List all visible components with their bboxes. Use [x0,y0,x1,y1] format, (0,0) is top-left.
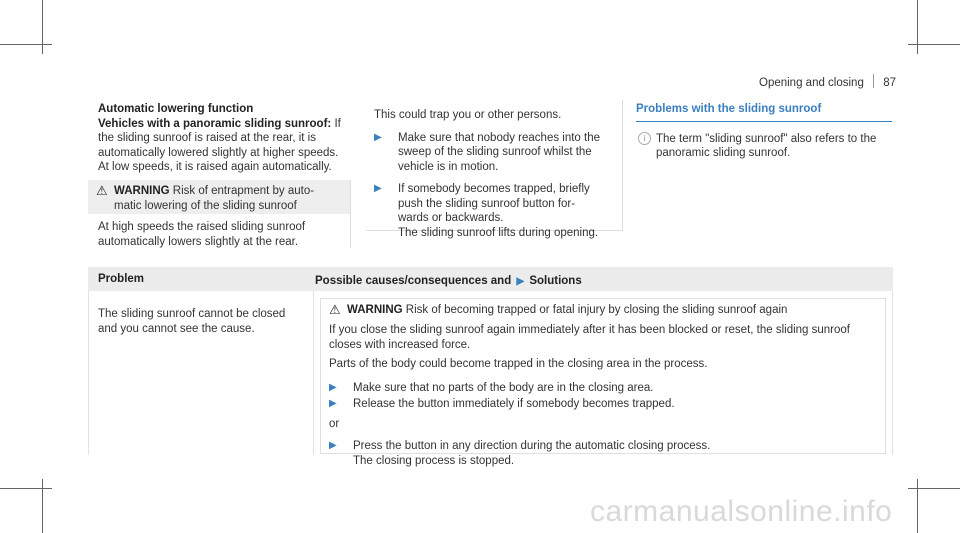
step-text: Release the button immediately if somebody becomes trapped. [353,398,675,410]
solution-warning-box [320,298,886,467]
watermark: carmanualsonline.info [590,495,893,528]
crop-mark [917,479,918,533]
step-text: If somebody becomes trapped, briefly [398,183,590,195]
step-text: push the sliding sunroof button for- [398,197,576,210]
table-border [892,291,893,455]
warning-text: Parts of the body could become trapped in the closing area in the process. [329,358,708,370]
step-arrow-icon: ▶ [329,398,337,409]
crop-mark [42,479,43,533]
step-text: Press the button in any direction during the automatic closing process. [353,440,711,452]
warning-body [88,214,350,249]
page-number: 87 [883,77,897,89]
vehicle-condition: Vehicles with a panoramic sliding sunroof: [98,117,332,130]
step-text: Make sure that no parts of the body are in the closing area. [353,381,654,394]
warning-header [88,180,350,214]
paragraph-tail: If [331,117,341,130]
problem-cell [98,307,285,336]
warning-text: closes with increased force. [329,338,471,351]
warning-header [329,303,787,318]
step-text: Make sure that nobody reaches into the [398,131,601,144]
warning-title: matic lowering of the sliding sunroof [114,199,297,212]
paragraph-line: At low speeds, it is raised again automatically. [98,161,332,173]
warning-label: WARNING [114,185,170,197]
table-divider [313,291,314,455]
section-heading: Problems with the sliding sunroof [636,102,892,122]
step-text: The sliding sunroof lifts during opening. [398,226,599,239]
note-text: The term "sliding sunroof" also refers to the [656,132,877,145]
warning-text: automatically lowers slightly at the rear. [98,235,299,248]
step-arrow-icon: ▶ [516,276,525,287]
step-text: vehicle is in motion. [398,160,499,173]
warning-text: If you close the sliding sunroof again immediately after it has been blocked or reset, the sliding sunroof [329,324,850,336]
warning-body [329,323,850,468]
header-divider [873,74,874,88]
crop-mark [42,0,43,54]
page-header [759,74,896,91]
intro-text: This could trap you or other persons. [374,109,562,121]
warning-box [88,180,351,248]
step-item [374,131,622,175]
or-text: or [329,417,340,430]
table-border [88,291,89,455]
warning-title: Risk of becoming trapped or fatal injury by closing the sliding sunroof again [402,304,788,316]
step-text: The closing process is stopped. [353,454,515,467]
step-arrow-icon: ▶ [374,131,382,143]
paragraph-line: the sliding sunroof is raised at the rear, it is [98,132,316,144]
problem-text: and you cannot see the cause. [98,322,255,335]
column-1 [98,102,353,175]
step-arrow-icon: ▶ [329,440,337,451]
crop-mark [908,488,960,489]
warning-title: Risk of entrapment by auto- [169,185,315,197]
crop-mark [0,488,52,489]
column-header-solutions [315,274,582,290]
step-item [374,182,622,240]
note [636,132,892,161]
info-icon: i [638,132,651,145]
section-title: Opening and closing [759,77,864,89]
column-header-text: Solutions [529,275,582,287]
warning-continuation [366,100,623,239]
column-header-text: Possible causes/consequences and [315,275,512,287]
step-item [329,381,850,396]
paragraph-line: automatically lowered slightly at higher speeds. [98,146,339,159]
table-header [88,267,893,291]
step-item [329,439,850,468]
crop-mark [0,44,52,45]
warning-triangle-icon: ⚠ [96,183,108,198]
section-heading: Automatic lowering function [98,103,254,115]
warning-triangle-icon: ⚠ [329,302,341,317]
step-arrow-icon: ▶ [329,381,337,393]
step-item [329,397,850,412]
step-text: wards or backwards. [398,212,504,224]
column-header-problem: Problem [98,273,145,285]
crop-mark [917,0,918,54]
crop-mark [908,44,960,45]
note-text: panoramic sliding sunroof. [656,147,791,159]
column-3 [636,102,892,161]
problem-text: The sliding sunroof cannot be closed [98,308,286,320]
step-text: sweep of the sliding sunroof whilst the [398,146,592,158]
warning-label: WARNING [347,304,403,316]
step-arrow-icon: ▶ [374,183,382,194]
warning-text: At high speeds the raised sliding sunroof [98,221,306,233]
